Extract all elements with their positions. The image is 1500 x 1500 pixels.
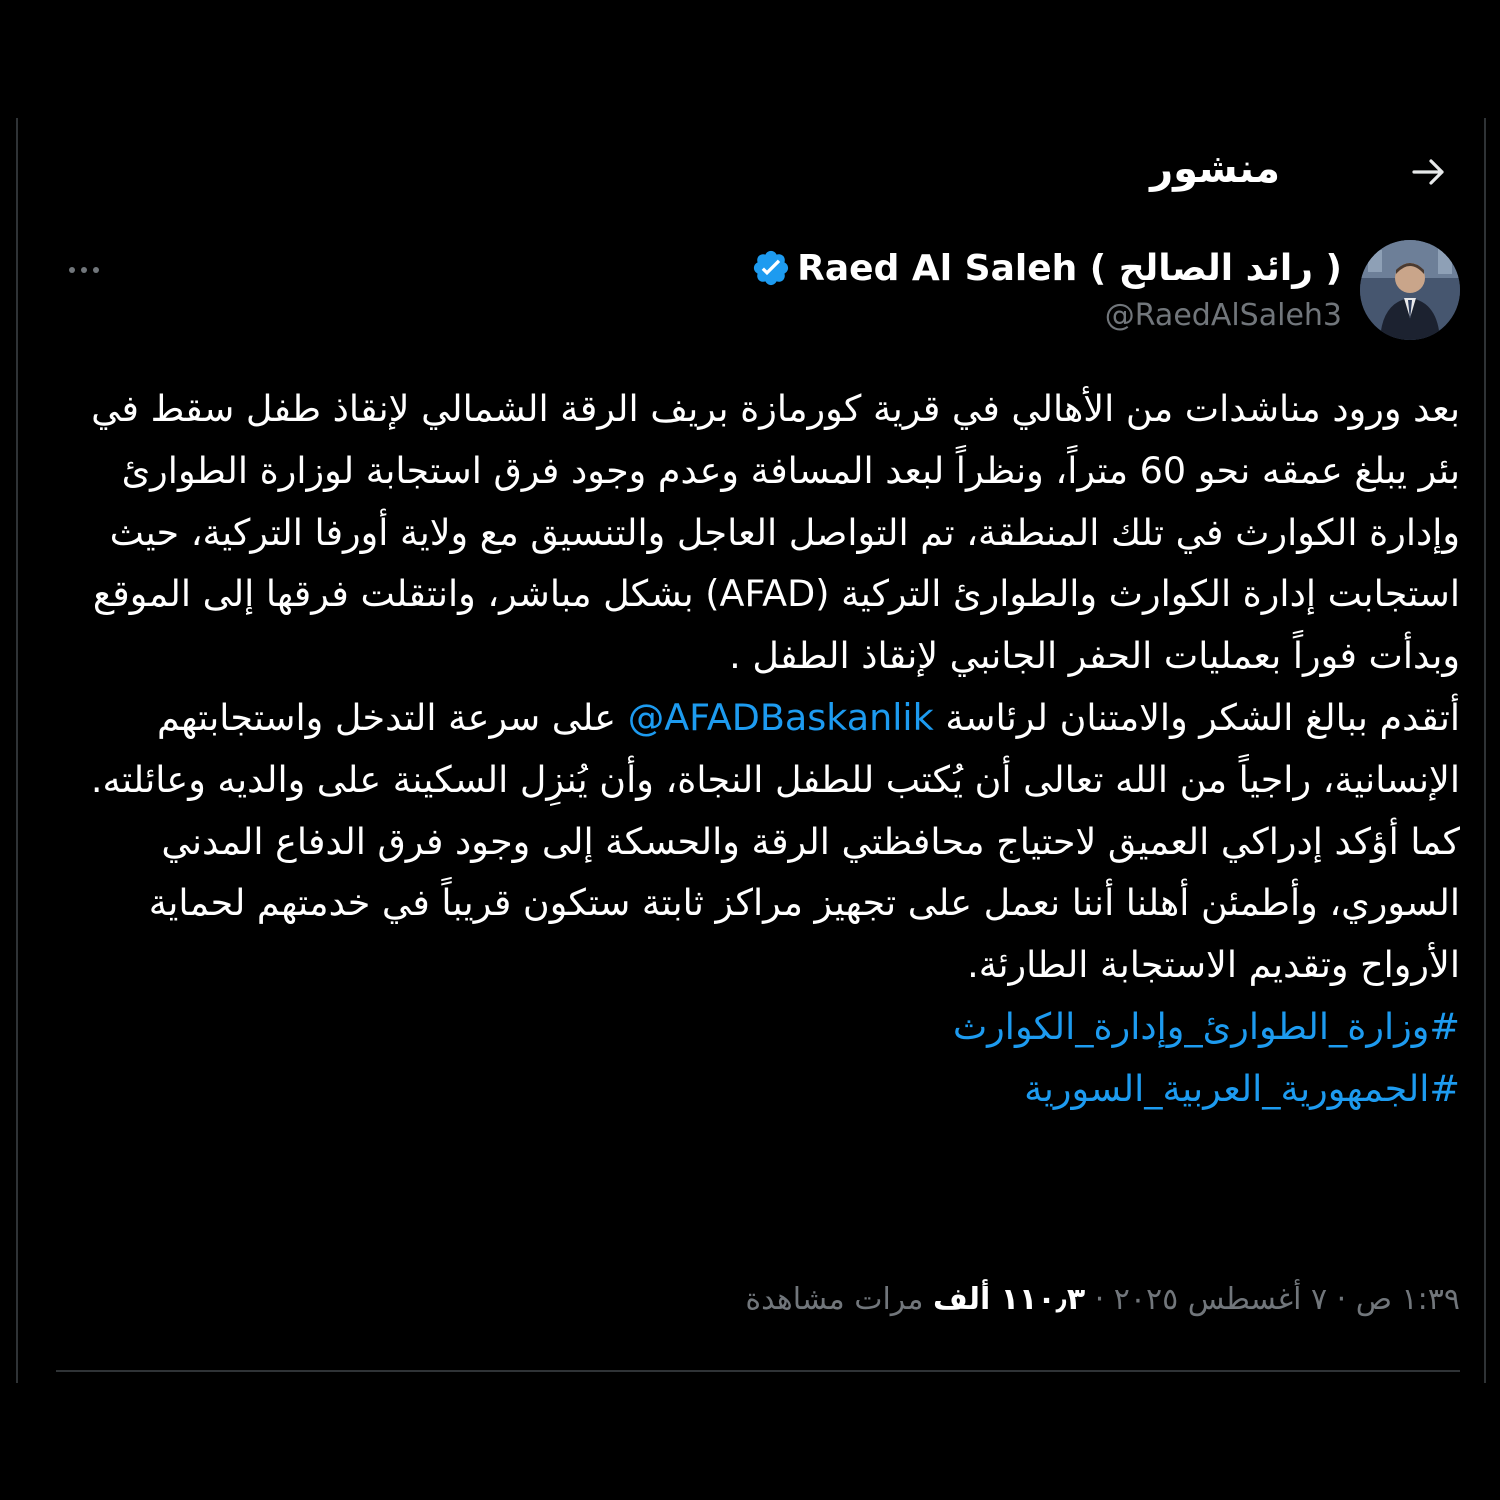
post-paragraph-2-start: أتقدم ببالغ الشكر والامتنان لرئاسة — [933, 695, 1460, 739]
more-dots-icon — [60, 244, 110, 284]
meta-separator: · — [1094, 1282, 1105, 1317]
more-options-button[interactable] — [60, 244, 110, 284]
post-header — [40, 140, 1460, 210]
views-label: مرات مشاهدة — [745, 1282, 924, 1317]
hashtag-list — [60, 996, 1460, 1120]
hashtag-link[interactable]: #وزارة_الطوارئ_وإدارة_الكوارث — [952, 1004, 1460, 1048]
views-count: ١١٠٫٣ ألف — [932, 1282, 1086, 1317]
post-paragraph-2 — [60, 687, 1460, 811]
verified-badge-icon[interactable] — [751, 248, 791, 288]
avatar-photo — [1360, 240, 1460, 340]
divider — [56, 1370, 1460, 1372]
hashtag-link[interactable]: #الجمهورية_العربية_السورية — [1024, 1066, 1460, 1110]
author-handle[interactable]: @RaedAlSaleh3 — [1104, 298, 1342, 333]
author-display-name[interactable]: Raed Al Saleh ( رائد الصالح ) — [797, 247, 1342, 289]
mention-link[interactable]: @AFADBaskanlik — [627, 695, 934, 739]
back-button[interactable] — [1404, 148, 1452, 196]
author-name-line — [751, 242, 1342, 294]
avatar[interactable] — [1360, 240, 1460, 340]
author-row — [40, 238, 1460, 348]
post-paragraph-2-end: على سرعة التدخل واستجابتهم الإنسانية، راجياً من الله تعالى أن يُكتب للطفل النجاة، وأن يُنزِل السكينة على والديه وعائلته. — [90, 695, 1460, 801]
post-time[interactable]: ١:٣٩ ص — [1355, 1282, 1460, 1317]
meta-separator: · — [1336, 1282, 1347, 1317]
post-meta — [745, 1282, 1460, 1317]
post-paragraph-3: كما أؤكد إدراكي العميق لاحتياج محافظتي الرقة والحسكة إلى وجود فرق الدفاع المدني السوري، وأطمئن أهلنا أننا نعمل على تجهيز مراكز ثابتة ستكون قريباً في خدمتهم لحماية الأرواح وتقديم الاستجابة الطارئة. — [148, 819, 1460, 987]
post-paragraph-1: بعد ورود مناشدات من الأهالي في قرية كورمازة بريف الرقة الشمالي لإنقاذ طفل سقط في بئر يبلغ عمقه نحو 60 متراً، ونظراً لبعد المسافة وعدم وجود فرق استجابة لوزارة الطوارئ وإدارة الكوارث في تلك المنطقة، تم التواصل العاجل والتنسيق مع ولاية أورفا التركية، حيث استجابت إدارة الكوارث والطوارئ التركية (AFAD) بشكل مباشر، وانتقلت فرقها إلى الموقع وبدأت فوراً بعمليات الحفر الجانبي لإنقاذ الطفل . — [91, 387, 1460, 678]
post-body — [60, 378, 1460, 1120]
page-title: منشور — [1150, 146, 1280, 192]
author-name-block — [751, 242, 1342, 333]
post-date[interactable]: ٧ أغسطس ٢٠٢٥ — [1113, 1282, 1328, 1317]
arrow-right-icon — [1404, 148, 1452, 196]
